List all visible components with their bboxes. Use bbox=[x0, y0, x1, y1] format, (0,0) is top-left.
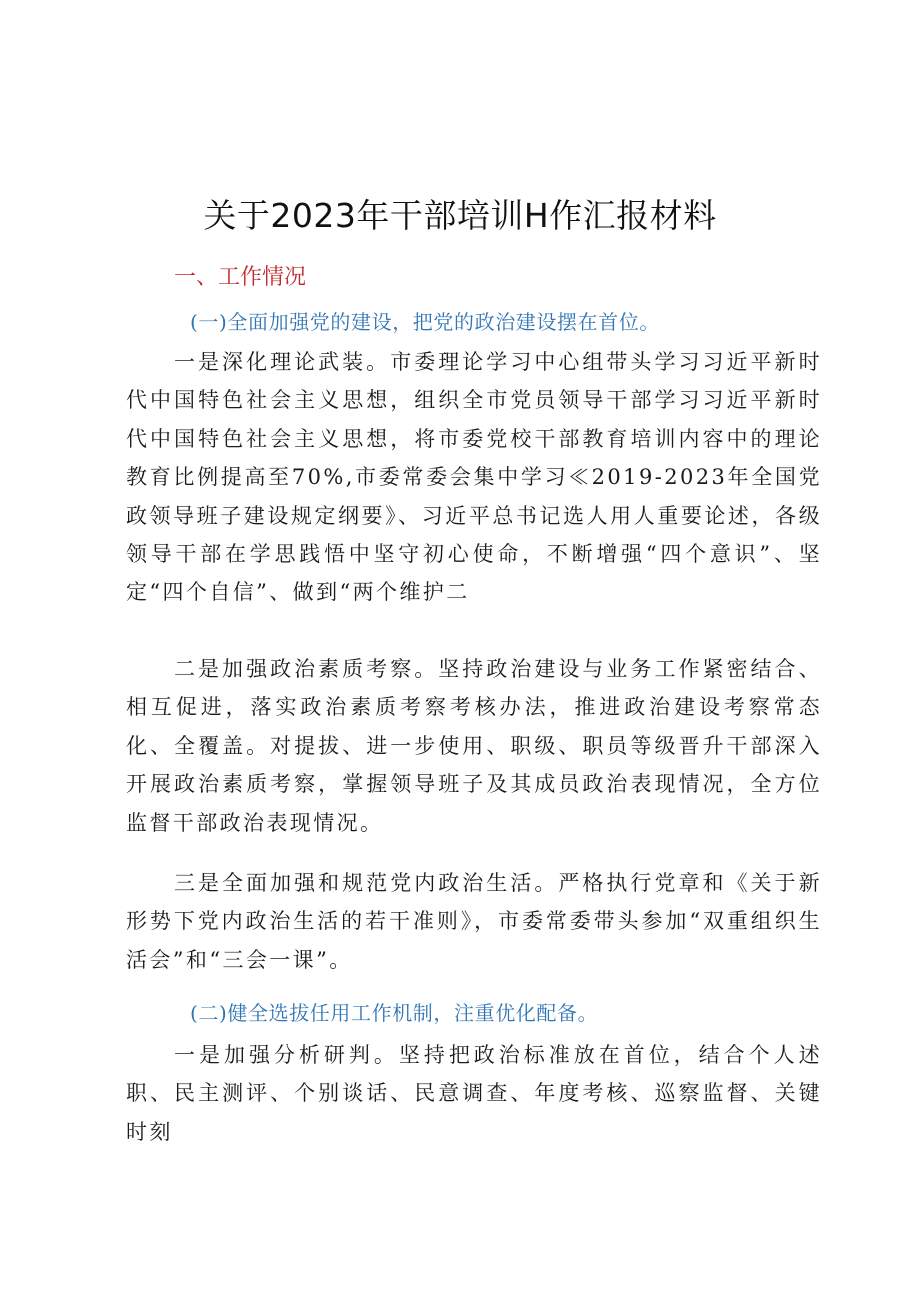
paragraph-political-inspection: 二是加强政治素质考察。坚持政治建设与业务工作紧密结合、相互促进，落实政治素质考察考核办法，推进政治建设考察常态化、全覆盖。对提拔、进一步使用、职级、职员等级晋升干部深入开展政治素质考察，掌握领导班子及其成员政治表现情况，全方位监督干部政治表现情况。 bbox=[126, 657, 822, 835]
subsection-heading-party-building: (一)全面加强党的建设，把党的政治建设摆在首位。 bbox=[190, 310, 661, 334]
paragraph-party-life: 三是全面加强和规范党内政治生活。严格执行党章和《关于新形势下党内政治生活的若干准则》，市委常委带头参加“双重组织生活会”和“三会一课”。 bbox=[126, 871, 822, 972]
document-title: 关于2023年干部培训H作汇报材料 bbox=[203, 196, 717, 235]
subsection-heading-selection-mechanism: (二)健全选拔任用工作机制，注重优化配备。 bbox=[190, 1001, 599, 1025]
paragraph-theory-study: 一是深化理论武装。市委理论学习中心组带头学习习近平新时代中国特色社会主义思想，组织全市党员领导干部学习习近平新时代中国特色社会主义思想，将市委党校干部教育培训内容中的理论教育比例提高至70%,市委常委会集中学习≪2019-2023年全国党政领导班子建设规定纲要》、习近平总书记选人用人重要论述，各级领导干部在学思践悟中坚守初心使命，不断增强“四个意识”、坚定“四个自信”、做到“两个维护二 bbox=[126, 350, 822, 605]
paragraph-analysis-judgement: 一是加强分析研判。坚持把政治标准放在首位，结合个人述职、民主测评、个别谈话、民意调查、年度考核、巡察监督、关键时刻 bbox=[126, 1043, 822, 1144]
section-heading-work-status: 一、工作情况 bbox=[174, 265, 307, 290]
